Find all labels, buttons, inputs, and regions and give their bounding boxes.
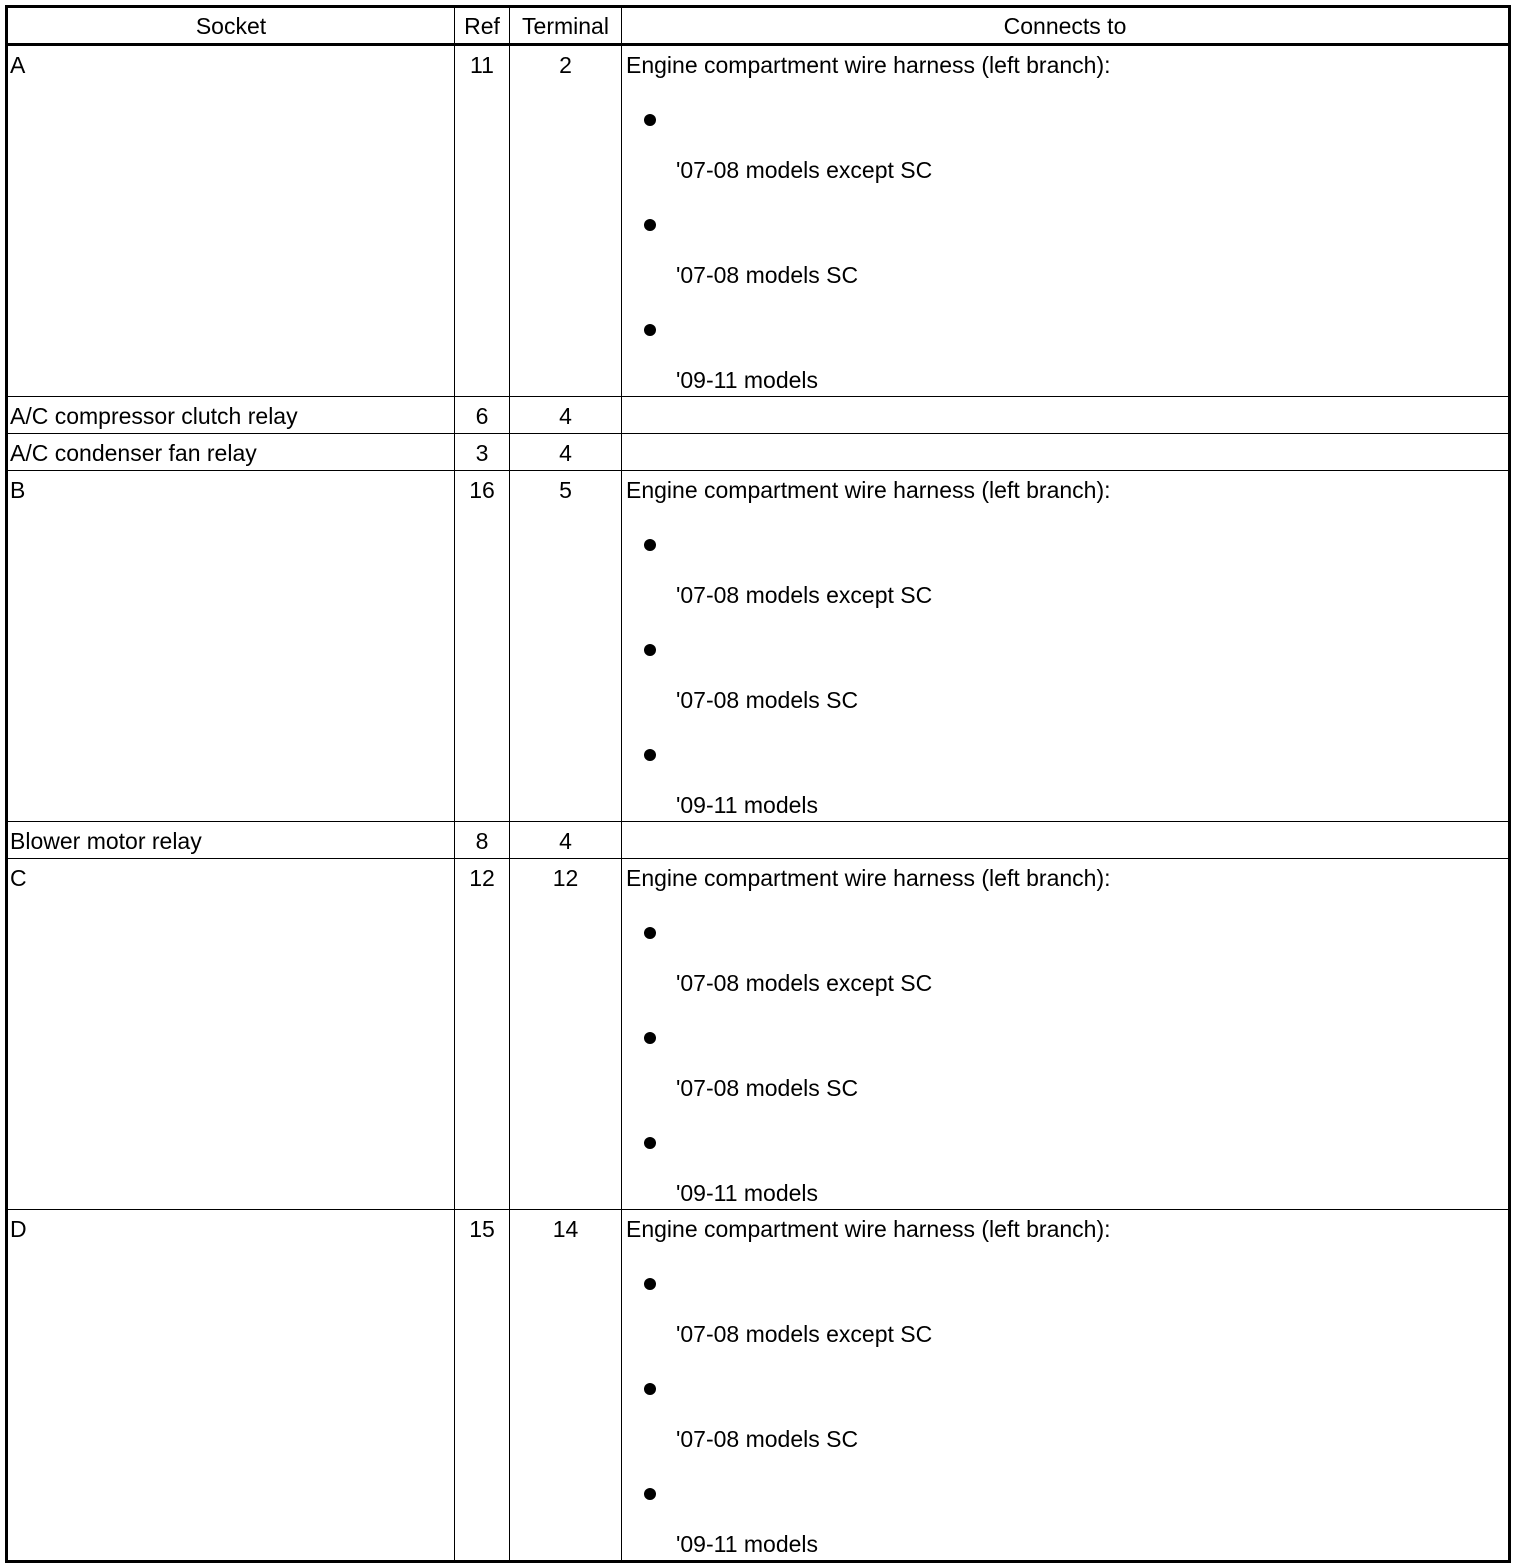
socket-cell: B: [7, 471, 455, 822]
ref-cell: 16: [455, 471, 510, 822]
model-list: [626, 503, 1508, 818]
ref-cell: 12: [455, 859, 510, 1210]
terminal-cell: 5: [510, 471, 622, 822]
bullet-icon: [644, 324, 656, 336]
connects-text: Engine compartment wire harness (left branch):: [626, 52, 1111, 78]
connects-cell: [622, 471, 1510, 822]
list-item: [626, 891, 1508, 996]
bullet-icon: [644, 1488, 656, 1500]
list-item: [626, 608, 1508, 713]
socket-cell: A/C condenser fan relay: [7, 434, 455, 471]
ref-cell: 15: [455, 1210, 510, 1562]
bullet-icon: [644, 927, 656, 939]
bullet-icon: [644, 1278, 656, 1290]
table-row: [7, 1210, 1510, 1562]
model-option: '09-11 models: [676, 792, 819, 818]
bullet-icon: [644, 114, 656, 126]
ref-cell: 3: [455, 434, 510, 471]
bullet-icon: [644, 1137, 656, 1149]
model-option: '07-08 models SC: [676, 687, 859, 713]
model-option: '07-08 models except SC: [676, 970, 933, 996]
connects-cell: [622, 397, 1510, 434]
header-ref: Ref: [455, 7, 510, 45]
bullet-icon: [644, 749, 656, 761]
socket-cell: D: [7, 1210, 455, 1562]
list-item: [626, 1101, 1508, 1206]
bullet-icon: [644, 1032, 656, 1044]
bullet-icon: [644, 539, 656, 551]
table-row: [7, 859, 1510, 1210]
connects-cell: [622, 859, 1510, 1210]
terminal-cell: 4: [510, 822, 622, 859]
terminal-cell: 4: [510, 397, 622, 434]
connects-cell: [622, 434, 1510, 471]
list-item: [626, 1347, 1508, 1452]
model-option: '07-08 models except SC: [676, 157, 933, 183]
model-option: '07-08 models SC: [676, 262, 859, 288]
terminal-cell: 4: [510, 434, 622, 471]
terminal-cell: 12: [510, 859, 622, 1210]
list-item: [626, 288, 1508, 393]
model-option: '09-11 models: [676, 1180, 819, 1206]
model-option: '09-11 models: [676, 367, 819, 393]
header-connects-to: Connects to: [622, 7, 1510, 45]
model-option: '07-08 models except SC: [676, 1321, 933, 1347]
model-list: [626, 1242, 1508, 1557]
list-item: [626, 996, 1508, 1101]
table-row: [7, 822, 1510, 859]
table-row: [7, 471, 1510, 822]
socket-cell: A: [7, 45, 455, 397]
ref-cell: 8: [455, 822, 510, 859]
header-terminal: Terminal: [510, 7, 622, 45]
model-list: [626, 891, 1508, 1206]
ref-cell: 6: [455, 397, 510, 434]
model-option: '07-08 models except SC: [676, 582, 933, 608]
header-row: [7, 7, 1510, 45]
list-item: [626, 1452, 1508, 1557]
list-item: [626, 78, 1508, 183]
list-item: [626, 1242, 1508, 1347]
terminal-cell: 14: [510, 1210, 622, 1562]
list-item: [626, 183, 1508, 288]
table-row: [7, 45, 1510, 397]
list-item: [626, 713, 1508, 818]
model-option: '07-08 models SC: [676, 1426, 859, 1452]
model-list: [626, 78, 1508, 393]
list-item: [626, 503, 1508, 608]
terminal-cell: 2: [510, 45, 622, 397]
connects-cell: [622, 822, 1510, 859]
ref-cell: 11: [455, 45, 510, 397]
connects-cell: [622, 45, 1510, 397]
connects-cell: [622, 1210, 1510, 1562]
socket-cell: Blower motor relay: [7, 822, 455, 859]
connects-text: Engine compartment wire harness (left branch):: [626, 1216, 1111, 1242]
table-row: [7, 434, 1510, 471]
connects-text: Engine compartment wire harness (left branch):: [626, 477, 1111, 503]
connector-table: [5, 5, 1511, 1563]
model-option: '07-08 models SC: [676, 1075, 859, 1101]
socket-cell: C: [7, 859, 455, 1210]
table-row: [7, 397, 1510, 434]
socket-cell: A/C compressor clutch relay: [7, 397, 455, 434]
header-socket: Socket: [7, 7, 455, 45]
bullet-icon: [644, 1383, 656, 1395]
bullet-icon: [644, 644, 656, 656]
model-option: '09-11 models: [676, 1531, 819, 1557]
connects-text: Engine compartment wire harness (left branch):: [626, 865, 1111, 891]
bullet-icon: [644, 219, 656, 231]
